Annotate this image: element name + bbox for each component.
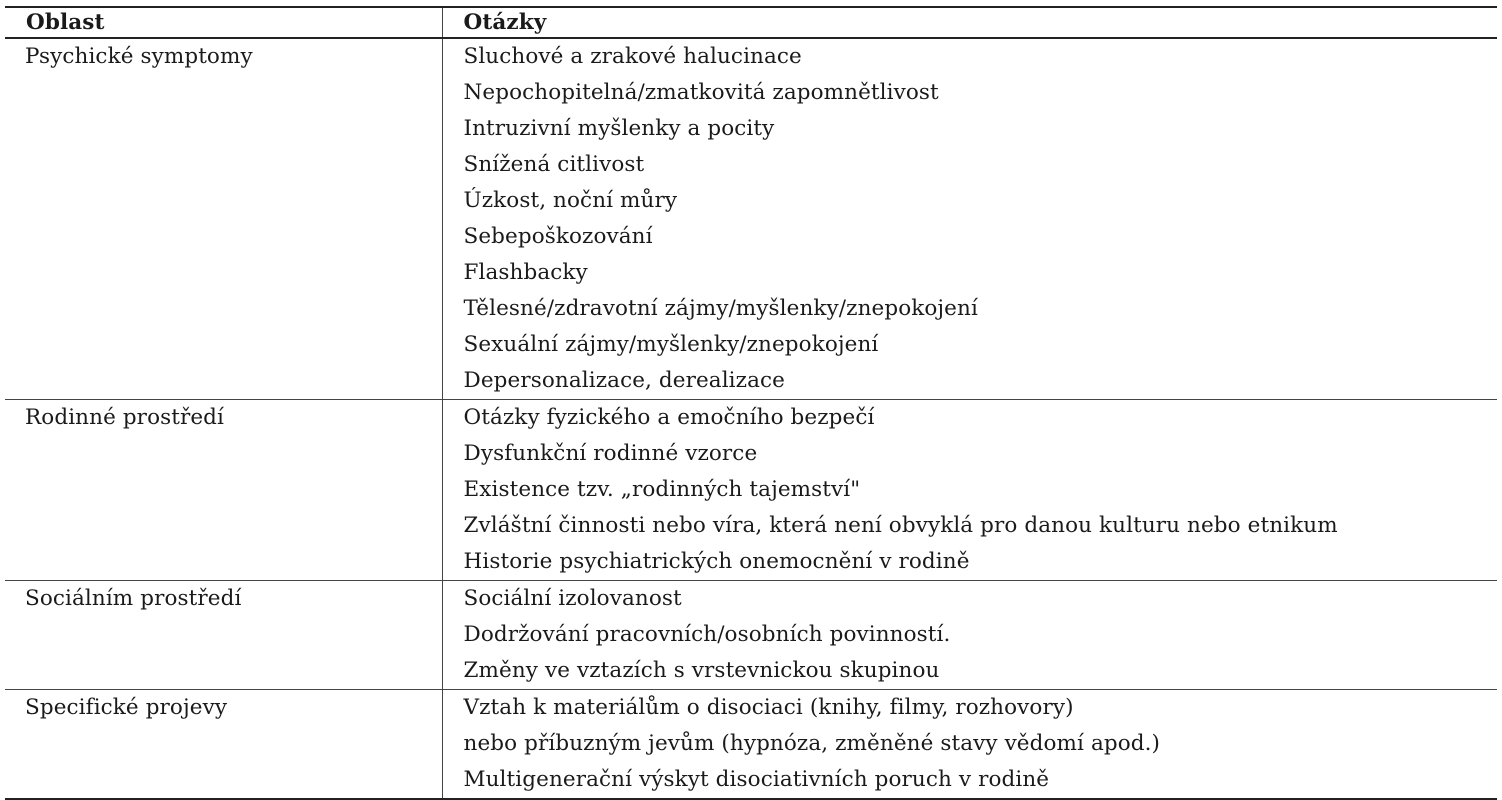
area-cell xyxy=(5,400,442,581)
question-item: Snížená citlivost xyxy=(463,152,645,177)
questions-cell xyxy=(442,690,1497,800)
document-page xyxy=(5,6,1497,794)
column-header-area: Oblast xyxy=(5,7,442,38)
questions-cell xyxy=(442,400,1497,581)
question-item: Sociální izolovanost xyxy=(463,586,682,611)
area-label: Rodinné prostředí xyxy=(25,405,225,430)
question-item: Dysfunkční rodinné vzorce xyxy=(463,441,758,466)
question-item: Úzkost, noční můry xyxy=(463,188,678,213)
question-item: Depersonalizace, derealizace xyxy=(463,368,785,393)
questions-cell xyxy=(442,38,1497,400)
area-label: Sociálním prostředí xyxy=(25,586,242,611)
header-row xyxy=(5,7,1497,38)
question-item: Tělesné/zdravotní zájmy/myšlenky/znepokojení xyxy=(463,296,978,321)
areas-questions-table xyxy=(5,6,1497,800)
column-header-questions: Otázky xyxy=(442,7,1497,38)
questions-cell xyxy=(442,581,1497,690)
table-row xyxy=(5,400,1497,581)
question-item: Intruzivní myšlenky a pocity xyxy=(463,116,775,141)
question-item: Sebepoškozování xyxy=(463,224,653,249)
area-cell xyxy=(5,38,442,400)
question-item: Zvláštní činnosti nebo víra, která není obvyklá pro danou kulturu nebo etnikum xyxy=(463,513,1338,538)
question-item: Sluchové a zrakové halucinace xyxy=(463,44,802,69)
table-body xyxy=(5,38,1497,799)
question-item: Flashbacky xyxy=(463,260,588,285)
question-item: Sexuální zájmy/myšlenky/znepokojení xyxy=(463,332,879,357)
area-cell xyxy=(5,581,442,690)
question-item: Existence tzv. „rodinných tajemství" xyxy=(463,477,861,502)
question-item: Dodržování pracovních/osobních povinností. xyxy=(463,622,951,647)
area-cell xyxy=(5,690,442,800)
question-item: Vztah k materiálům o disociaci (knihy, filmy, rozhovory) xyxy=(463,695,1074,720)
area-label: Psychické symptomy xyxy=(25,44,253,69)
question-item: Změny ve vztazích s vrstevnickou skupinou xyxy=(463,658,940,683)
table-header xyxy=(5,7,1497,38)
table-row xyxy=(5,690,1497,800)
area-label: Specifické projevy xyxy=(25,695,228,720)
question-item: nebo příbuzným jevům (hypnóza, změněné stavy vědomí apod.) xyxy=(463,731,1161,756)
question-item: Otázky fyzického a emočního bezpečí xyxy=(463,405,875,430)
question-item: Multigenerační výskyt disociativních poruch v rodině xyxy=(463,767,1050,792)
table-row xyxy=(5,38,1497,400)
question-item: Nepochopitelná/zmatkovitá zapomnětlivost xyxy=(463,80,939,105)
question-item: Historie psychiatrických onemocnění v rodině xyxy=(463,549,970,574)
table-row xyxy=(5,581,1497,690)
